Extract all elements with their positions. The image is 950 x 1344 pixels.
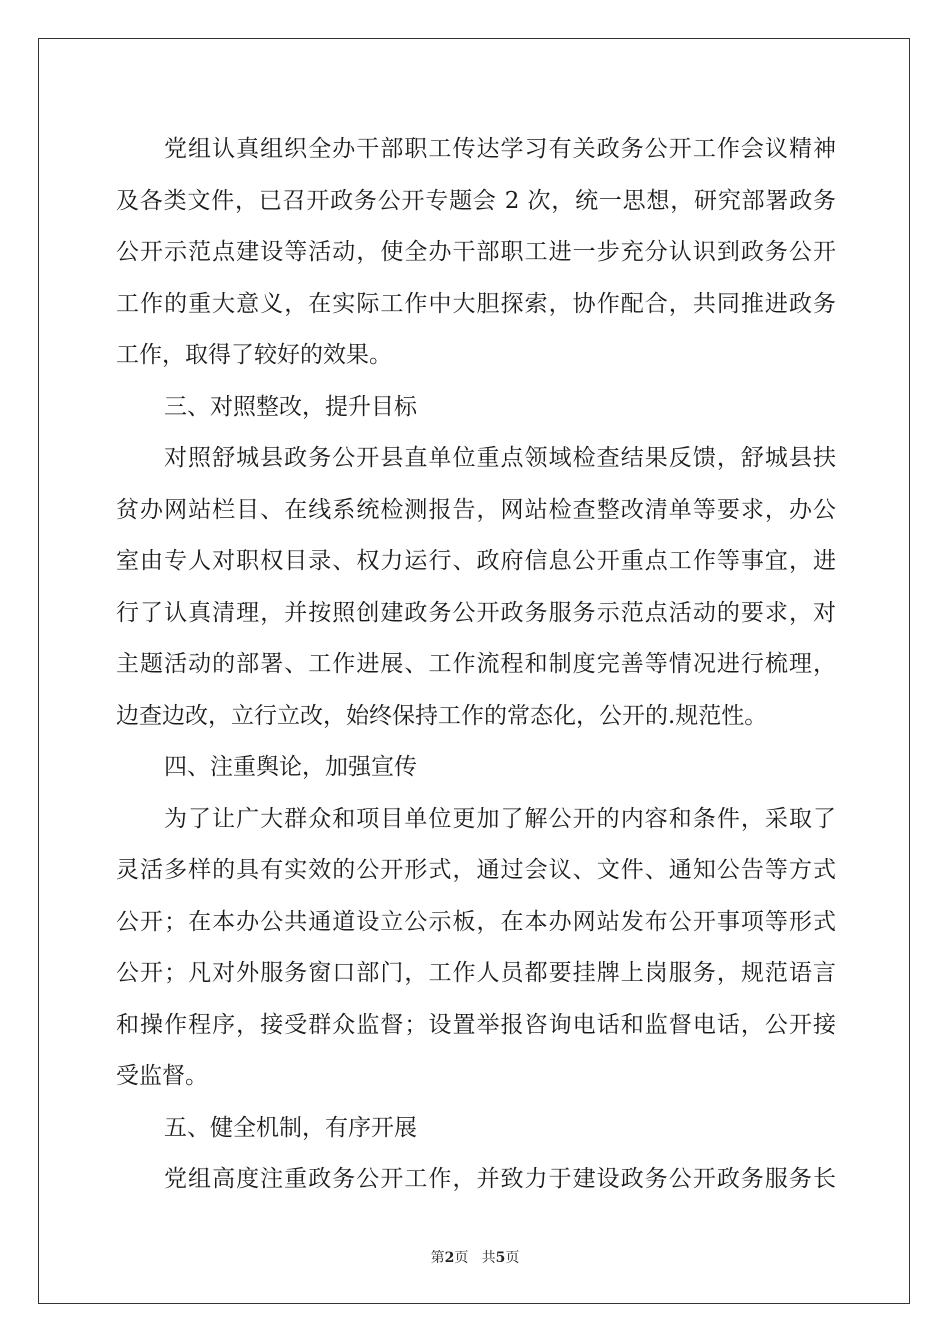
paragraph-line: 和操作程序，接受群众监督；设置举报咨询电话和监督电话，公开接 xyxy=(116,1011,836,1038)
document-body xyxy=(116,124,836,1206)
section-heading-3: 三、对照整改，提升目标 xyxy=(164,393,417,420)
paragraph-line: 对照舒城县政务公开县直单位重点领域检查结果反馈，舒城县扶 xyxy=(164,445,836,471)
paragraph-line: 党组高度注重政务公开工作，并致力于建设政务公开政务服务长 xyxy=(164,1166,836,1192)
paragraph-line: 公开；凡对外服务窗口部门，工作人员都要挂牌上岗服务，规范语言 xyxy=(116,960,836,986)
paragraph-line: 主题活动的部署、工作进展、工作流程和制度完善等情况进行梳理， xyxy=(116,651,836,677)
total-label: 共 xyxy=(481,1250,496,1266)
page-suffix: 页 xyxy=(454,1250,469,1266)
paragraph-line: 及各类文件，已召开政务公开专题会 2 次，统一思想，研究部署政务 xyxy=(116,187,836,214)
page-number: 2 xyxy=(444,1250,455,1266)
paragraph-line: 工作的重大意义，在实际工作中大胆探索，协作配合，共同推进政务 xyxy=(116,290,836,317)
paragraph-line: 工作，取得了较好的效果。 xyxy=(116,342,392,368)
paragraph-line: 党组认真组织全办干部职工传达学习有关政务公开工作会议精神 xyxy=(164,136,836,162)
paragraph-line: 行了认真清理，并按照创建政务公开政务服务示范点活动的要求，对 xyxy=(116,599,836,626)
total-pages: 5 xyxy=(495,1250,506,1266)
section-heading-4: 四、注重舆论，加强宣传 xyxy=(164,754,417,780)
paragraph-line: 边查边改，立行立改，始终保持工作的常态化，公开的.规范性。 xyxy=(116,702,768,729)
section-heading-5: 五、健全机制，有序开展 xyxy=(164,1114,417,1141)
paragraph-line: 贫办网站栏目、在线系统检测报告，网站检查整改清单等要求，办公 xyxy=(116,496,836,523)
paragraph-line: 受监督。 xyxy=(116,1063,208,1089)
paragraph-line: 为了让广大群众和项目单位更加了解公开的内容和条件，采取了 xyxy=(164,805,836,832)
total-suffix: 页 xyxy=(505,1250,520,1266)
paragraph-line: 公开示范点建设等活动，使全办干部职工进一步充分认识到政务公开 xyxy=(116,239,836,265)
page-footer xyxy=(0,1247,950,1267)
page-label: 第 xyxy=(430,1250,445,1266)
paragraph-line: 灵活多样的具有实效的公开形式，通过会议、文件、通知公告等方式 xyxy=(116,857,836,883)
paragraph-line: 室由专人对职权目录、权力运行、政府信息公开重点工作等事宜，进 xyxy=(116,548,836,574)
paragraph-line: 公开；在本办公共通道设立公示板，在本办网站发布公开事项等形式 xyxy=(116,908,836,935)
